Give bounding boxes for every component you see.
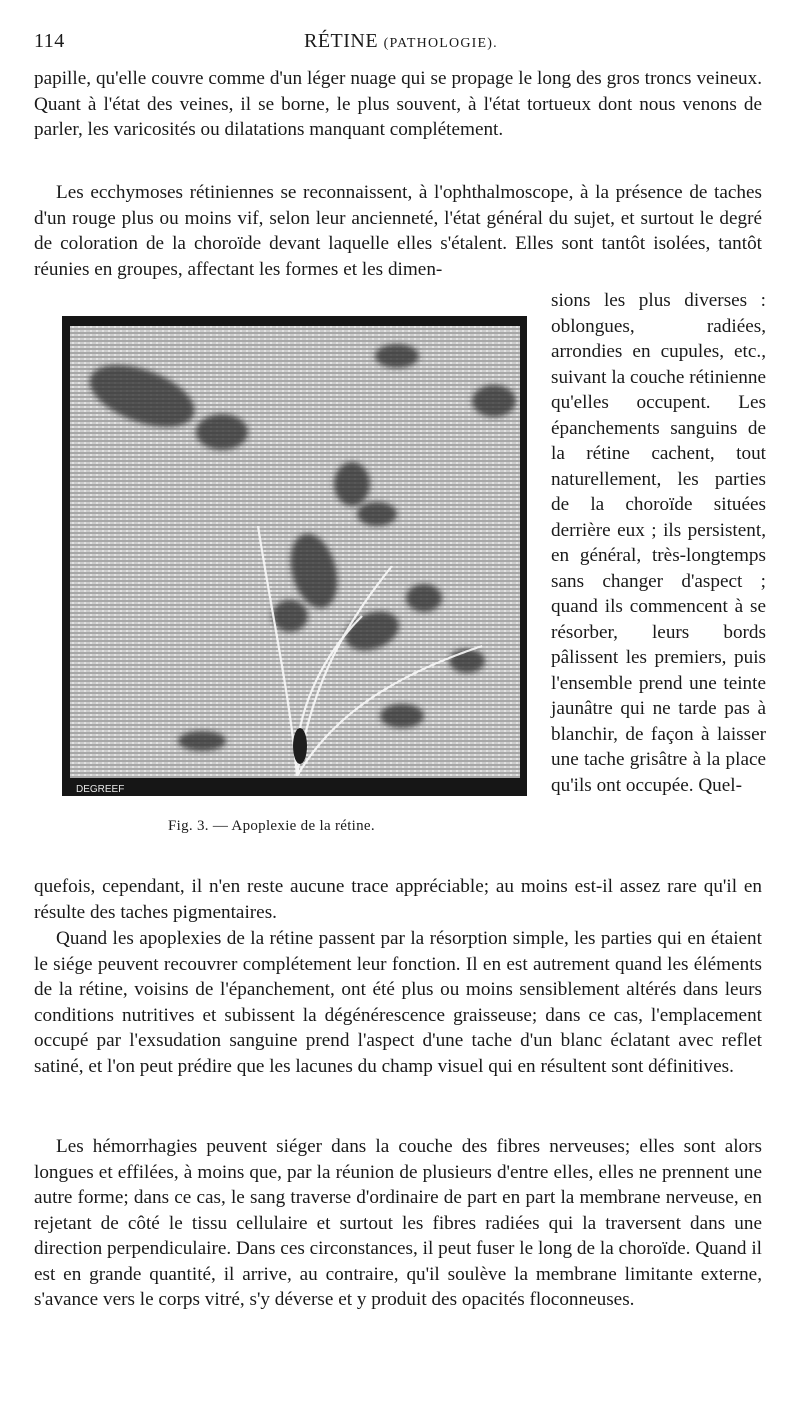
paragraph-2-bottom: quefois, cependant, il n'en reste aucune trace appréciable; au moins est-il assez rare qu'il en résulte des taches pigmentaires. (34, 876, 762, 923)
figure-caption: Fig. 3. — Apoplexie de la rétine. (168, 818, 375, 834)
page-number: 114 (34, 30, 65, 52)
paragraph-3: Quand les apoplexies de la rétine passent par la résorption simple, les parties qui en étaient le siége peuvent recouvrer complétement leur fonction. Il en est autrement quand les éléments de la rétine, voisins de l'épanchement, ont été plus ou moins sensiblement altérés dans leurs conditions nutritives et subissent la dégénérescence graisseuse; dans ce cas, l'emplacement occupé par l'exsudation sanguine prend l'aspect d'une tache d'un blanc éclatant avec reflet satiné, et l'on peut prédire que les lacunes du champ visuel qui en résultent sont définitives. (34, 928, 762, 1077)
running-title (304, 30, 498, 53)
paragraph-2-side: sions les plus diverses : oblongues, radiées, arrondies en cupules, etc., suivant la couche rétinienne qu'elles occupent. Les épanchements sanguins de la rétine cachent, tout naturellement, les parties de la choroïde situées derrière eux ; ils persistent, en général, très-longtemps sans changer d'aspect ; quand ils commencent à se résorber, leurs bords pâlissent les premiers, puis l'ensemble prend une teinte jaunâtre qui ne tarde pas à blanchir, de façon à laisser une tache grisâtre à la place qu'ils ont occupée. Quel- (551, 290, 766, 796)
paragraph-4: Les hémorrhagies peuvent siéger dans la couche des fibres nerveuses; elles sont alors longues et effilées, à moins que, par la réunion de plusieurs d'entre elles, elles ne prennent une autre forme; dans ce cas, le sang traverse d'ordinaire de part en part la membrane nerveuse, en rejetant de côté le tissu cellulaire et surtout les fibres radiées qui la traversent dans une direction perpendiculaire. Dans ces circonstances, il peut fuser le long de la choroïde. Quand il est en grande quantité, il arrive, au contraire, qu'il soulève la membrane limitante externe, s'avance vers le corps vitré, s'y déverse et y produit des opacités floconneuses. (34, 1136, 762, 1310)
paragraph-1: papille, qu'elle couvre comme d'un léger nuage qui se propage le long des gros troncs veineux. Quant à l'état des veines, il se borne, le plus souvent, à l'état tortueux dont nous venons de parler, les varicosités ou dilatations manquant complétement. (34, 68, 762, 140)
paragraph-2-top: Les ecchymoses rétiniennes se reconnaissent, à l'ophthalmoscope, à la présence de taches d'un rouge plus ou moins vif, selon leur ancienneté, l'état général du sujet, et surtout le degré de coloration de la choroïde devant laquelle elles s'étalent. Elles sont tantôt isolées, tantôt réunies en groupes, affectant les formes et les dimen- (34, 182, 762, 280)
retina-engraving (62, 316, 527, 796)
running-header (34, 30, 770, 56)
engraver-signature: DEGREEF (76, 784, 125, 795)
running-title-main: RÉTINE (304, 30, 379, 52)
running-title-sub: (PATHOLOGIE). (383, 36, 498, 51)
retina-figure (62, 316, 527, 796)
dark-spot (293, 728, 307, 764)
